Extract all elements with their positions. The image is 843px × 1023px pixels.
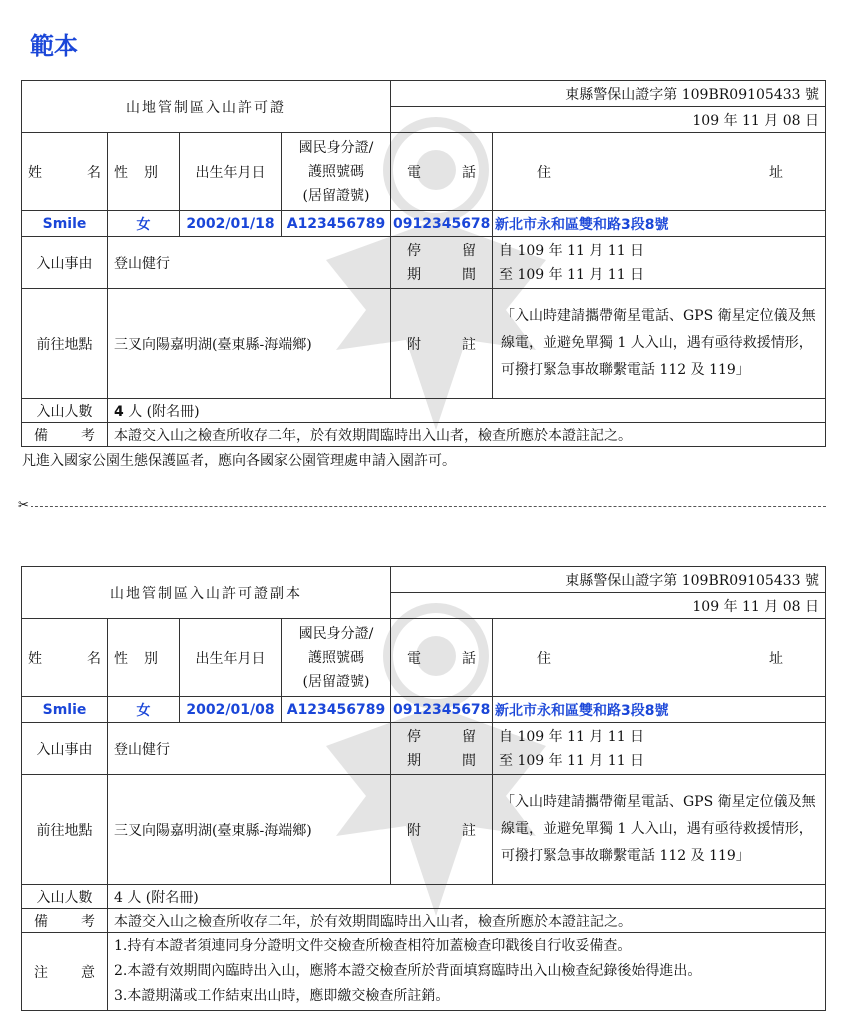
remark-text: 「入山時建請攜帶衛星電話、GPS 衛星定位儀及無線電，並避免單獨 1 人入山，遇有亟待救援情形，可撥打緊急事故聯繫電話 112 及 119」 <box>493 775 826 885</box>
stay-period-label: 停 留 期 間 <box>391 723 493 775</box>
issue-date: 109 年 11 月 08 日 <box>391 593 826 619</box>
header-gender: 性 別 <box>108 133 180 211</box>
remark-label: 附 註 <box>391 289 493 399</box>
person-id: A123456789 <box>282 211 391 237</box>
issue-date: 109 年 11 月 08 日 <box>391 107 826 133</box>
destination-label: 前往地點 <box>22 775 108 885</box>
destination-label: 前往地點 <box>22 289 108 399</box>
reason-value: 登山健行 <box>108 723 391 775</box>
person-gender: 女 <box>108 211 180 237</box>
person-row <box>22 697 826 723</box>
header-id: 國民身分證/ 護照號碼 (居留證號) <box>282 133 391 211</box>
destination-value: 三叉向陽嘉明湖(臺東縣-海端鄉) <box>108 289 391 399</box>
person-gender: 女 <box>108 697 180 723</box>
stay-period-value: 自 109 年 11 月 11 日 至 109 年 11 月 11 日 <box>493 237 826 289</box>
person-birth: 2002/01/08 <box>180 697 282 723</box>
memo-label: 備 考 <box>22 909 108 933</box>
memo-text: 本證交入山之檢查所收存二年，於有效期間臨時出入山者，檢查所應於本證註記之。 <box>108 909 826 933</box>
header-address: 住 址 <box>493 133 826 211</box>
park-footnote: 凡進入國家公園生態保護區者，應向各國家公園管理處申請入園許可。 <box>22 453 456 469</box>
scissors-icon: ✂ <box>18 498 29 513</box>
notice-item: 3.本證期滿或工作結束出山時，應即繳交檢查所註銷。 <box>114 988 450 1004</box>
header-phone: 電 話 <box>391 619 493 697</box>
permit-original <box>21 80 825 447</box>
permit-copy-title: 山地管制區入山許可證副本 <box>22 567 391 619</box>
person-birth: 2002/01/18 <box>180 211 282 237</box>
header-row <box>22 133 826 211</box>
stay-period-label: 停 留 期 間 <box>391 237 493 289</box>
remark-label: 附 註 <box>391 775 493 885</box>
header-name: 姓 名 <box>22 619 108 697</box>
memo-label: 備 考 <box>22 423 108 447</box>
header-phone: 電 話 <box>391 133 493 211</box>
count-label: 入山人數 <box>22 399 108 423</box>
header-row <box>22 619 826 697</box>
header-address: 住 址 <box>493 619 826 697</box>
header-name: 姓 名 <box>22 133 108 211</box>
person-name: Smile <box>22 211 108 237</box>
person-id: A123456789 <box>282 697 391 723</box>
destination-value: 三叉向陽嘉明湖(臺東縣-海端鄉) <box>108 775 391 885</box>
person-phone: 0912345678 <box>391 697 493 723</box>
reason-value: 登山健行 <box>108 237 391 289</box>
reason-label: 入山事由 <box>22 237 108 289</box>
permit-table <box>21 80 826 447</box>
notice-label: 注 意 <box>22 933 108 1011</box>
memo-text: 本證交入山之檢查所收存二年，於有效期間臨時出入山者，檢查所應於本證註記之。 <box>108 423 826 447</box>
permit-number: 東縣警保山證字第 109BR09105433 號 <box>391 567 826 593</box>
remark-text: 「入山時建請攜帶衛星電話、GPS 衛星定位儀及無線電，並避免單獨 1 人入山，遇有亟待救援情形，可撥打緊急事故聯繫電話 112 及 119」 <box>493 289 826 399</box>
permit-number: 東縣警保山證字第 109BR09105433 號 <box>391 81 826 107</box>
person-address: 新北市永和區雙和路3段8號 <box>493 697 826 723</box>
reason-label: 入山事由 <box>22 723 108 775</box>
header-id: 國民身分證/ 護照號碼 (居留證號) <box>282 619 391 697</box>
count-label: 入山人數 <box>22 885 108 909</box>
person-row <box>22 211 826 237</box>
person-address: 新北市永和區雙和路3段8號 <box>493 211 826 237</box>
permit-copy-table <box>21 566 826 1011</box>
count-value: 4 人 (附名冊) <box>108 399 826 423</box>
person-phone: 0912345678 <box>391 211 493 237</box>
permit-copy <box>21 566 825 1011</box>
count-value: 4 人 (附名冊) <box>108 885 826 909</box>
notice-item: 2.本證有效期間內臨時出入山，應將本證交檢查所於背面填寫臨時出入山檢查紀錄後始得進出。 <box>114 963 702 979</box>
header-birth: 出生年月日 <box>180 619 282 697</box>
permit-title: 山地管制區入山許可證 <box>22 81 391 133</box>
notice-list <box>108 933 826 1011</box>
header-birth: 出生年月日 <box>180 133 282 211</box>
person-name: Smlie <box>22 697 108 723</box>
notice-item: 1.持有本證者須連同身分證明文件交檢查所檢查相符加蓋檢查印戳後自行收妥備查。 <box>114 938 632 954</box>
cut-line <box>20 506 826 507</box>
header-gender: 性 別 <box>108 619 180 697</box>
stay-period-value: 自 109 年 11 月 11 日 至 109 年 11 月 11 日 <box>493 723 826 775</box>
sample-label: 範本 <box>30 32 78 60</box>
